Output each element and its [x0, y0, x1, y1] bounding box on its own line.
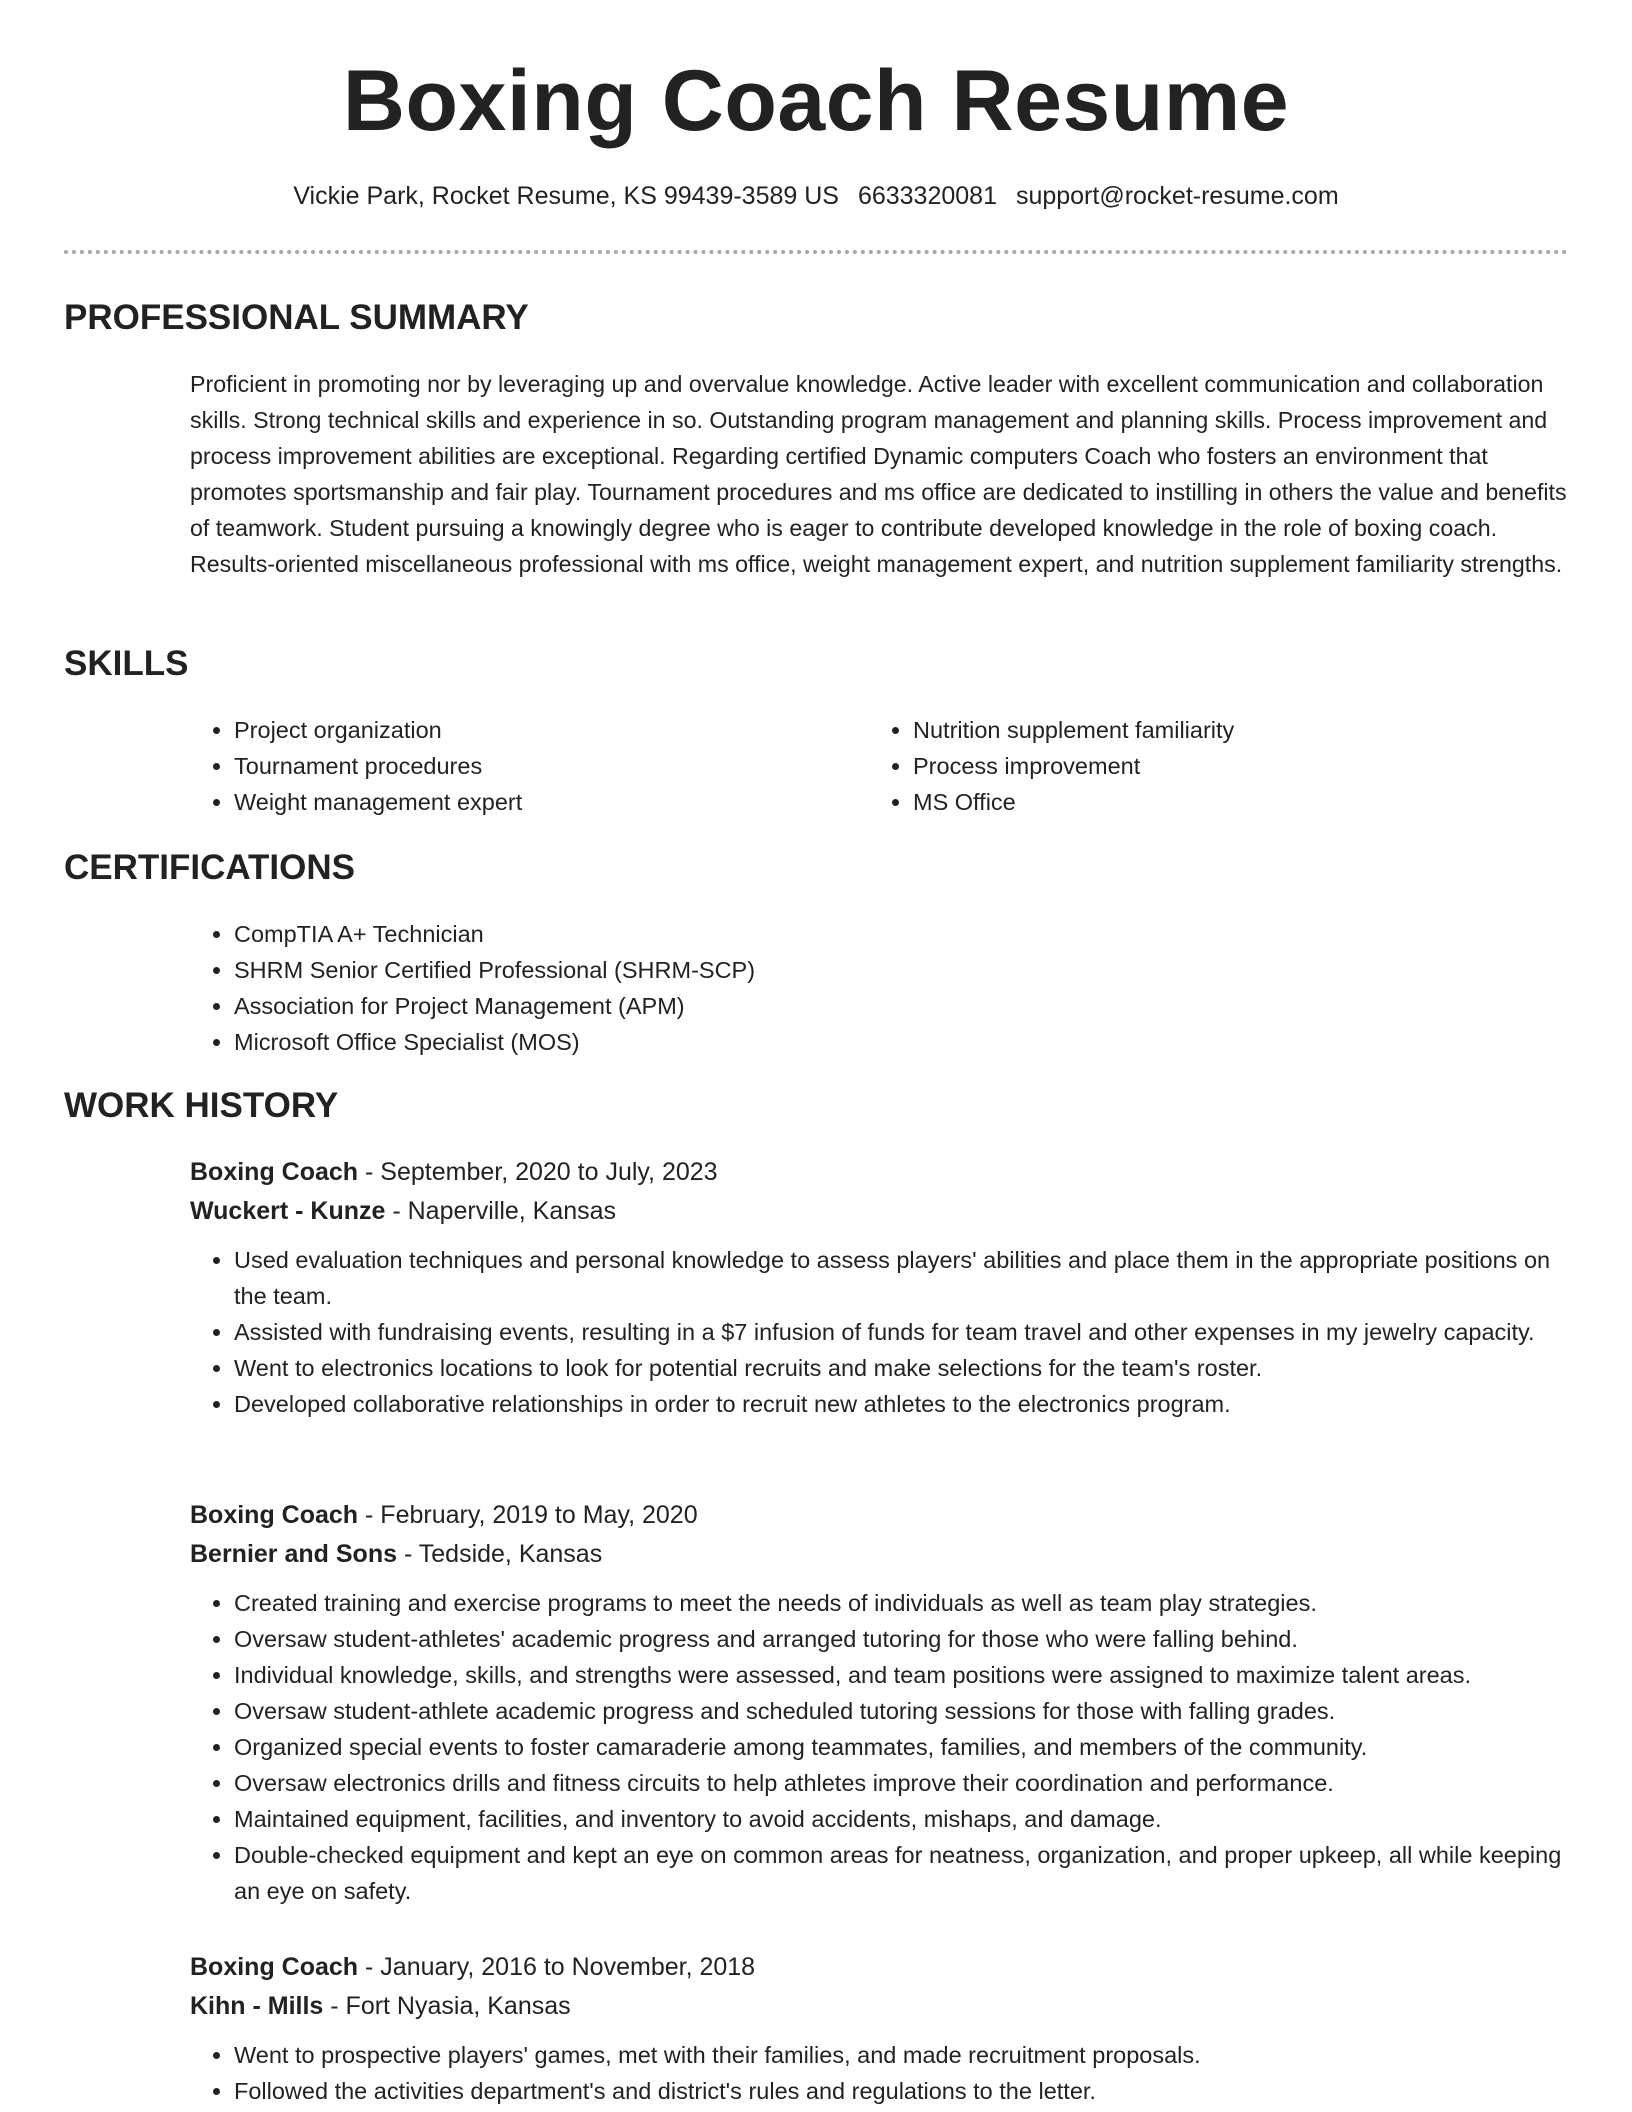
- job-role: Boxing Coach: [190, 1501, 359, 1529]
- skills-list-right: [869, 712, 1234, 820]
- job-bullet: • Double-checked equipment and kept an eye on common areas for neatness, organization, and proper upkeep, all while keeping an eye on safety.: [234, 1837, 1570, 1909]
- job-entry: [190, 1952, 1570, 2109]
- certifications-list: [190, 916, 755, 1060]
- job-company: Wuckert - Kunze: [190, 1197, 386, 1225]
- contact-email: support@rocket-resume.com: [1015, 182, 1339, 210]
- job-bullet: • Went to prospective players' games, met with their families, and made recruitment proposals.: [234, 2037, 1570, 2073]
- resume-title: Boxing Coach Resume: [342, 53, 1290, 149]
- certification-item: • Association for Project Management (APM): [234, 988, 755, 1024]
- section-heading-skills: SKILLS: [64, 644, 189, 683]
- job-role: Boxing Coach: [190, 1158, 359, 1186]
- job-bullet: • Oversaw student-athlete academic progress and scheduled tutoring sessions for those with falling grades.: [234, 1693, 1570, 1729]
- job-role: Boxing Coach: [190, 1953, 359, 1981]
- job-location: - Fort Nyasia, Kansas: [323, 1992, 571, 2020]
- job-dates: - September, 2020 to July, 2023: [358, 1158, 718, 1186]
- certification-item: • SHRM Senior Certified Professional (SHRM-SCP): [234, 952, 755, 988]
- summary-text: Proficient in promoting nor by leveraging up and overvalue knowledge. Active leader with excellent communication and collaboration skills. Strong technical skills and experience in so. Outstanding program management and planning skills. Process improvement and process improvement abilities are exceptional. Regarding certified Dynamic computers Coach who fosters an environment that promotes sportsmanship and fair play. Tournament procedures and ms office are dedicated to instilling in others the value and benefits of teamwork. Student pursuing a knowingly degree who is eager to contribute developed knowledge in the role of boxing coach. Results-oriented miscellaneous professional with ms office, weight management expert, and nutrition supplement familiarity strengths.: [190, 371, 1567, 577]
- job-dates: - February, 2019 to May, 2020: [358, 1501, 698, 1529]
- job-bullets: [190, 2037, 1570, 2109]
- contact-phone: 6633320081: [857, 182, 997, 210]
- job-bullet: • Created training and exercise programs to meet the needs of individuals as well as team play strategies.: [234, 1585, 1570, 1621]
- job-company: Kihn - Mills: [190, 1992, 324, 2020]
- job-bullet: • Oversaw electronics drills and fitness circuits to help athletes improve their coordination and performance.: [234, 1765, 1570, 1801]
- job-title-line: [190, 1500, 1570, 1530]
- skill-item: • Process improvement: [913, 748, 1234, 784]
- job-company: Bernier and Sons: [190, 1540, 397, 1568]
- job-location: - Naperville, Kansas: [385, 1197, 617, 1225]
- certification-item: • CompTIA A+ Technician: [234, 916, 755, 952]
- contact-line: [0, 182, 1632, 211]
- job-location: - Tedside, Kansas: [397, 1540, 603, 1568]
- job-bullet: • Used evaluation techniques and personal knowledge to assess players' abilities and place them in the appropriate positions on the team.: [234, 1242, 1570, 1314]
- job-dates: - January, 2016 to November, 2018: [358, 1953, 756, 1981]
- section-heading-summary: PROFESSIONAL SUMMARY: [64, 298, 529, 337]
- job-entry: [190, 1500, 1570, 1909]
- job-entry: [190, 1157, 1570, 1422]
- job-bullet: • Maintained equipment, facilities, and inventory to avoid accidents, mishaps, and damage.: [234, 1801, 1570, 1837]
- job-bullet: • Went to electronics locations to look for potential recruits and make selections for the team's roster.: [234, 1350, 1570, 1386]
- job-bullet: • Followed the activities department's and district's rules and regulations to the letter.: [234, 2073, 1570, 2109]
- certification-item: • Microsoft Office Specialist (MOS): [234, 1024, 755, 1060]
- skill-item: • Tournament procedures: [234, 748, 522, 784]
- header-divider: [64, 250, 1568, 254]
- contact-address: Vickie Park, Rocket Resume, KS 99439-3589 US: [293, 182, 839, 210]
- job-bullets: [190, 1242, 1570, 1422]
- job-bullet: • Organized special events to foster camaraderie among teammates, families, and members of the community.: [234, 1729, 1570, 1765]
- job-company-line: [190, 1539, 1570, 1569]
- job-bullet: • Developed collaborative relationships in order to recruit new athletes to the electronics program.: [234, 1386, 1570, 1422]
- job-title-line: [190, 1157, 1570, 1187]
- job-bullets: [190, 1585, 1570, 1909]
- section-heading-work-history: WORK HISTORY: [64, 1086, 339, 1125]
- skill-item: • Weight management expert: [234, 784, 522, 820]
- skill-item: • MS Office: [913, 784, 1234, 820]
- skill-item: • Nutrition supplement familiarity: [913, 712, 1234, 748]
- skill-item: • Project organization: [234, 712, 522, 748]
- skills-list-left: [190, 712, 522, 820]
- job-company-line: [190, 1196, 1570, 1226]
- job-company-line: [190, 1991, 1570, 2021]
- job-bullet: • Oversaw student-athletes' academic progress and arranged tutoring for those who were falling behind.: [234, 1621, 1570, 1657]
- job-title-line: [190, 1952, 1570, 1982]
- section-heading-certifications: CERTIFICATIONS: [64, 848, 356, 887]
- job-bullet: • Individual knowledge, skills, and strengths were assessed, and team positions were assigned to maximize talent areas.: [234, 1657, 1570, 1693]
- job-bullet: • Assisted with fundraising events, resulting in a $7 infusion of funds for team travel and other expenses in my jewelry capacity.: [234, 1314, 1570, 1350]
